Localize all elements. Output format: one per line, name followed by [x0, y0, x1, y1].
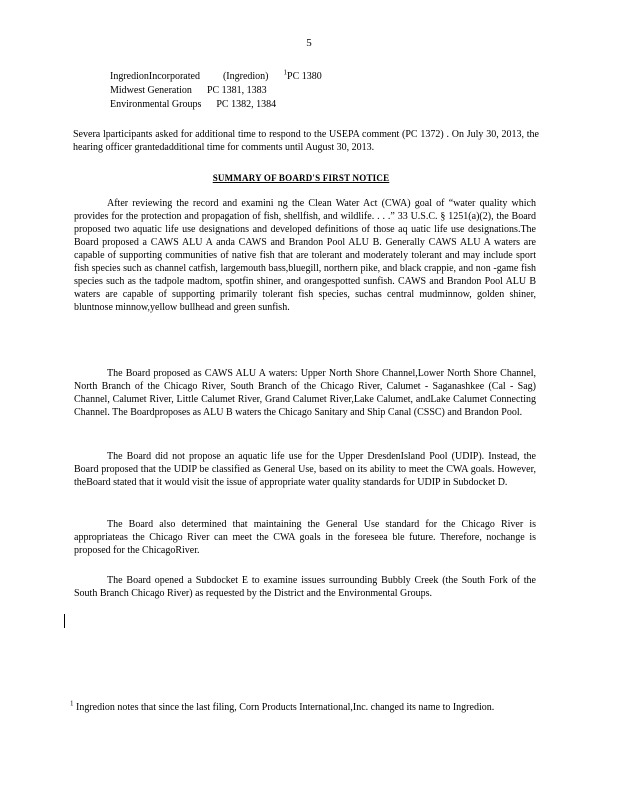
party-name: IngredionIncorporated [110, 71, 200, 82]
body-paragraph: The Board proposed as CAWS ALU A waters: Upper North Shore Channel,Lower North Shore Channel, North Branch of the Chicago River, South Branch of the Chicago River, Calumet - Saganashkee (Cal - Sag) Channel, Calumet River, Little Calumet River, Grand Calumet River,Lake Calumet, andLake Calumet Connecting Channel. The Boardproposes as ALU B waters the Chicago Sanitary and Ship Canal (CSSC) and Brandon Pool. [74, 368, 536, 418]
party-name: Environmental Groups [110, 99, 202, 110]
page-number: 5 [306, 37, 312, 49]
party-name: Midwest Generation [110, 85, 192, 96]
public-comment-numbers: PC 1382, 1384 [216, 99, 277, 110]
body-paragraph: The Board did not propose an aquatic life use for the Upper DresdenIsland Pool (UDIP). Instead, the Board proposed that the UDIP be classified as General Use, based on its ability to meet the CWA goals. However, theBoard stated that it would visit the issue of appropriate water quality standards for UDIP in Subdocket D. [74, 451, 536, 488]
additional-time-paragraph: Severa lparticipants asked for additional time to respond to the USEPA comment (PC 1372) . On July 30, 2013, the hearing officer grantedadditional time for comments until August 30, 2013. [73, 129, 539, 153]
footnote-marker: 1 [70, 699, 74, 708]
party-line [110, 70, 470, 84]
party-abbreviation: (Ingredion) [222, 71, 269, 82]
body-paragraph: The Board opened a Subdocket E to examine issues surrounding Bubbly Creek (the South Fork of the South Branch Chicago River) as requested by the District and the Environmental Groups. [74, 575, 536, 599]
party-line [110, 84, 470, 98]
party-line [110, 98, 470, 112]
public-comment-numbers: PC 1380 [287, 71, 322, 82]
footnote [70, 701, 535, 714]
footnote-reference: 1 [283, 68, 288, 77]
footnote-text: Ingredion notes that since the last filing, Corn Products International,Inc. changed its name to Ingredion. [76, 702, 495, 713]
body-paragraph: The Board also determined that maintaining the General Use standard for the Chicago River is appropriateas the Chicago River can meet the CWA goals in the foreseea ble future. Therefore, nochange is proposed for the ChicagoRiver. [74, 519, 536, 556]
body-paragraph: After reviewing the record and examini ng the Clean Water Act (CWA) goal of “water quality which provides for the protection and propagation of fish, shellfish, and wildlife. . . .” 33 U.S.C. § 1251(a)(2), the Board proposed two aquatic life use designations and developed definitions of those aq uatic life use designations.The Board proposed a CAWS ALU A anda CAWS and Brandon Pool ALU B. Generally CAWS ALU A waters are capable of supporting communities of native fish that are tolerant and moderately tolerant and may include sport fish species such as channel catfish, largemouth bass,bluegill, northern pike, and black crappie, and non -game fish species such as the tadpole madtom, spotfin shiner, and orangespotted sunfish. CAWS and Brandon Pool ALU B waters are capable of supporting primarily tolerant fish species, suchas central mudminnow, golden shiner, bluntnose minnow,yellow bullhead and green sunfish. [74, 198, 536, 313]
public-comment-numbers: PC 1381, 1383 [206, 85, 267, 96]
party-list [110, 70, 470, 112]
section-heading: SUMMARY OF BOARD'S FIRST NOTICE [212, 173, 390, 183]
text-cursor [64, 614, 65, 628]
